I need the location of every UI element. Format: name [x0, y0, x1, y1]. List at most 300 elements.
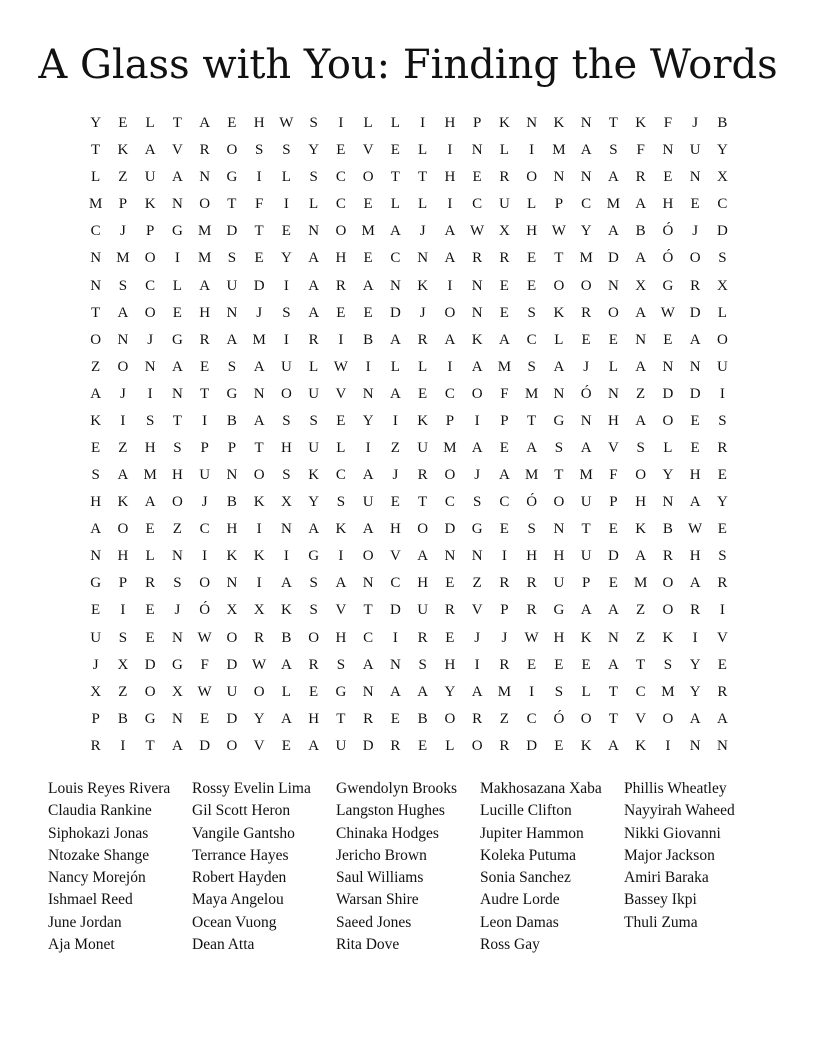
grid-letter[interactable]: T [200, 385, 210, 402]
grid-letter[interactable]: A [607, 223, 619, 240]
grid-letter[interactable]: R [390, 737, 401, 754]
grid-letter[interactable]: N [444, 548, 456, 565]
grid-letter[interactable]: X [716, 169, 728, 186]
grid-letter[interactable]: H [635, 494, 647, 511]
grid-letter[interactable]: A [553, 358, 565, 375]
grid-letter[interactable]: G [144, 710, 156, 727]
grid-letter[interactable]: H [526, 548, 538, 565]
grid-letter[interactable]: Y [253, 710, 265, 727]
grid-letter[interactable]: O [335, 223, 347, 240]
grid-letter[interactable]: N [171, 548, 183, 565]
grid-letter[interactable]: N [526, 115, 538, 132]
grid-letter[interactable]: A [308, 250, 320, 267]
grid-letter[interactable]: S [554, 439, 564, 456]
grid-letter[interactable]: R [662, 548, 673, 565]
grid-letter[interactable]: N [171, 196, 183, 213]
grid-letter[interactable]: D [607, 548, 619, 565]
grid-letter[interactable]: H [90, 494, 102, 511]
grid-letter[interactable]: H [389, 521, 401, 538]
grid-letter[interactable]: P [581, 575, 591, 592]
grid-letter[interactable]: L [309, 358, 319, 375]
grid-letter[interactable]: A [471, 439, 483, 456]
grid-letter[interactable]: I [529, 683, 535, 700]
grid-letter[interactable]: M [524, 385, 539, 402]
grid-letter[interactable]: K [553, 304, 565, 321]
grid-letter[interactable]: J [692, 115, 699, 132]
grid-letter[interactable]: A [580, 439, 592, 456]
grid-letter[interactable]: E [281, 223, 291, 240]
grid-letter[interactable]: H [444, 169, 456, 186]
grid-letter[interactable]: C [635, 683, 646, 700]
grid-letter[interactable]: Z [472, 575, 482, 592]
grid-letter[interactable]: Z [118, 439, 128, 456]
grid-letter[interactable]: E [145, 629, 155, 646]
grid-letter[interactable]: I [474, 656, 480, 673]
grid-letter[interactable]: R [444, 602, 455, 619]
grid-letter[interactable]: A [280, 710, 292, 727]
grid-letter[interactable]: X [117, 656, 129, 673]
grid-letter[interactable]: S [282, 467, 291, 484]
grid-letter[interactable]: D [444, 521, 456, 538]
grid-letter[interactable]: A [117, 304, 129, 321]
grid-letter[interactable]: N [117, 331, 129, 348]
grid-letter[interactable]: S [663, 656, 673, 673]
grid-letter[interactable]: S [227, 250, 237, 267]
grid-letter[interactable]: B [635, 223, 646, 240]
grid-letter[interactable]: P [118, 196, 128, 213]
grid-letter[interactable]: O [444, 467, 456, 484]
grid-letter[interactable]: E [527, 250, 537, 267]
grid-letter[interactable]: E [499, 304, 509, 321]
grid-letter[interactable]: U [308, 439, 320, 456]
grid-letter[interactable]: O [417, 521, 429, 538]
grid-letter[interactable]: R [690, 602, 701, 619]
grid-letter[interactable]: R [499, 250, 510, 267]
grid-letter[interactable]: C [363, 629, 374, 646]
grid-letter[interactable]: A [635, 548, 647, 565]
grid-letter[interactable]: T [608, 683, 618, 700]
grid-letter[interactable]: A [144, 142, 156, 159]
grid-letter[interactable]: D [199, 737, 211, 754]
grid-letter[interactable]: J [501, 629, 508, 646]
grid-letter[interactable]: R [254, 629, 265, 646]
grid-letter[interactable]: J [474, 629, 481, 646]
grid-letter[interactable]: S [309, 602, 318, 619]
grid-letter[interactable]: S [609, 142, 618, 159]
grid-letter[interactable]: T [608, 115, 618, 132]
grid-letter[interactable]: G [226, 169, 238, 186]
grid-letter[interactable]: S [554, 683, 564, 700]
grid-letter[interactable]: W [197, 683, 212, 700]
grid-letter[interactable]: K [117, 142, 129, 159]
grid-letter[interactable]: O [226, 737, 238, 754]
grid-letter[interactable]: Z [390, 439, 400, 456]
grid-letter[interactable]: H [553, 548, 565, 565]
grid-letter[interactable]: E [390, 710, 400, 727]
grid-letter[interactable]: L [390, 196, 400, 213]
grid-letter[interactable]: R [690, 277, 701, 294]
grid-letter[interactable]: K [308, 467, 320, 484]
grid-letter[interactable]: N [471, 142, 483, 159]
grid-letter[interactable]: V [253, 737, 265, 754]
grid-letter[interactable]: T [418, 169, 428, 186]
grid-letter[interactable]: K [471, 331, 483, 348]
grid-letter[interactable]: K [280, 602, 292, 619]
grid-letter[interactable]: R [581, 304, 592, 321]
grid-letter[interactable]: N [171, 629, 183, 646]
grid-letter[interactable]: H [689, 467, 701, 484]
grid-letter[interactable]: Y [716, 142, 728, 159]
grid-letter[interactable]: H [444, 115, 456, 132]
grid-letter[interactable]: V [635, 710, 647, 727]
grid-letter[interactable]: Ó [199, 602, 211, 619]
grid-letter[interactable]: I [474, 412, 480, 429]
grid-letter[interactable]: N [362, 683, 374, 700]
grid-letter[interactable]: H [144, 439, 156, 456]
grid-letter[interactable]: R [526, 602, 537, 619]
grid-letter[interactable]: J [419, 304, 426, 321]
grid-letter[interactable]: E [227, 115, 237, 132]
grid-letter[interactable]: L [390, 115, 400, 132]
grid-letter[interactable]: S [527, 358, 536, 375]
grid-letter[interactable]: K [553, 115, 565, 132]
grid-letter[interactable]: W [688, 521, 703, 538]
grid-letter[interactable]: I [665, 737, 671, 754]
grid-letter[interactable]: O [662, 412, 674, 429]
grid-letter[interactable]: K [580, 629, 592, 646]
grid-letter[interactable]: N [362, 575, 374, 592]
grid-letter[interactable]: E [390, 142, 400, 159]
grid-letter[interactable]: S [173, 439, 182, 456]
grid-letter[interactable]: L [445, 737, 455, 754]
grid-letter[interactable]: S [91, 467, 100, 484]
grid-letter[interactable]: I [147, 385, 153, 402]
grid-letter[interactable]: V [362, 142, 374, 159]
grid-letter[interactable]: L [418, 142, 428, 159]
grid-letter[interactable]: S [282, 142, 291, 159]
grid-letter[interactable]: N [471, 304, 483, 321]
grid-letter[interactable]: O [144, 250, 156, 267]
grid-letter[interactable]: M [633, 575, 648, 592]
grid-letter[interactable]: O [308, 629, 320, 646]
grid-letter[interactable]: Ó [580, 385, 592, 402]
grid-letter[interactable]: O [662, 575, 674, 592]
grid-letter[interactable]: G [171, 331, 183, 348]
grid-letter[interactable]: N [689, 169, 701, 186]
grid-letter[interactable]: N [253, 385, 265, 402]
grid-letter[interactable]: E [336, 304, 346, 321]
grid-letter[interactable]: X [90, 683, 102, 700]
grid-letter[interactable]: L [363, 115, 373, 132]
grid-letter[interactable]: W [660, 304, 675, 321]
grid-letter[interactable]: Z [91, 358, 101, 375]
grid-letter[interactable]: B [226, 494, 237, 511]
grid-letter[interactable]: F [500, 385, 509, 402]
grid-letter[interactable]: K [253, 494, 265, 511]
grid-letter[interactable]: S [418, 656, 427, 673]
grid-letter[interactable]: S [718, 412, 727, 429]
grid-letter[interactable]: I [365, 439, 371, 456]
grid-letter[interactable]: H [335, 250, 347, 267]
grid-letter[interactable]: M [606, 196, 621, 213]
grid-letter[interactable]: J [201, 494, 208, 511]
grid-letter[interactable]: B [717, 115, 728, 132]
grid-letter[interactable]: T [172, 115, 182, 132]
grid-letter[interactable]: E [445, 575, 455, 592]
grid-letter[interactable]: O [553, 277, 565, 294]
grid-letter[interactable]: F [609, 467, 618, 484]
grid-letter[interactable]: I [120, 602, 126, 619]
grid-letter[interactable]: Z [118, 683, 128, 700]
grid-letter[interactable]: C [526, 331, 537, 348]
grid-letter[interactable]: V [171, 142, 183, 159]
grid-letter[interactable]: O [662, 602, 674, 619]
grid-letter[interactable]: V [335, 602, 347, 619]
grid-letter[interactable]: D [526, 737, 538, 754]
grid-letter[interactable]: T [145, 737, 155, 754]
grid-letter[interactable]: P [145, 223, 155, 240]
grid-letter[interactable]: E [608, 521, 618, 538]
grid-letter[interactable]: J [92, 656, 99, 673]
grid-letter[interactable]: E [690, 439, 700, 456]
grid-letter[interactable]: A [607, 169, 619, 186]
grid-letter[interactable]: H [308, 710, 320, 727]
grid-letter[interactable]: N [226, 304, 238, 321]
grid-letter[interactable]: D [226, 656, 238, 673]
grid-letter[interactable]: T [254, 439, 264, 456]
grid-letter[interactable]: E [91, 602, 101, 619]
grid-letter[interactable]: X [716, 277, 728, 294]
grid-letter[interactable]: E [281, 737, 291, 754]
grid-letter[interactable]: U [580, 548, 592, 565]
grid-letter[interactable]: V [607, 439, 619, 456]
grid-letter[interactable]: D [226, 710, 238, 727]
grid-letter[interactable]: A [689, 710, 701, 727]
grid-letter[interactable]: A [580, 602, 592, 619]
grid-letter[interactable]: U [199, 467, 211, 484]
grid-letter[interactable]: D [607, 250, 619, 267]
grid-letter[interactable]: N [635, 331, 647, 348]
grid-letter[interactable]: I [120, 412, 126, 429]
grid-letter[interactable]: M [579, 467, 593, 484]
grid-letter[interactable]: O [444, 710, 456, 727]
grid-letter[interactable]: A [226, 331, 238, 348]
grid-letter[interactable]: Z [118, 169, 128, 186]
grid-letter[interactable]: E [91, 439, 101, 456]
grid-letter[interactable]: E [554, 737, 564, 754]
grid-letter[interactable]: A [199, 115, 211, 132]
grid-letter[interactable]: A [117, 467, 129, 484]
grid-letter[interactable]: G [553, 602, 565, 619]
grid-letter[interactable]: O [226, 142, 238, 159]
grid-letter[interactable]: A [526, 439, 538, 456]
grid-letter[interactable]: N [90, 548, 102, 565]
grid-letter[interactable]: G [171, 223, 183, 240]
grid-letter[interactable]: Z [636, 385, 646, 402]
grid-letter[interactable]: R [717, 439, 728, 456]
grid-letter[interactable]: O [144, 683, 156, 700]
grid-letter[interactable]: L [145, 548, 155, 565]
grid-letter[interactable]: E [145, 602, 155, 619]
grid-letter[interactable]: I [501, 548, 507, 565]
grid-letter[interactable]: L [418, 358, 428, 375]
grid-letter[interactable]: N [662, 358, 674, 375]
grid-letter[interactable]: L [581, 683, 591, 700]
grid-letter[interactable]: R [417, 629, 428, 646]
grid-letter[interactable]: B [417, 710, 428, 727]
grid-letter[interactable]: I [202, 548, 208, 565]
grid-letter[interactable]: Y [308, 142, 320, 159]
grid-letter[interactable]: R [635, 169, 646, 186]
grid-letter[interactable]: R [145, 575, 156, 592]
grid-letter[interactable]: M [443, 439, 457, 456]
grid-letter[interactable]: I [256, 521, 262, 538]
grid-letter[interactable]: S [336, 656, 346, 673]
grid-letter[interactable]: T [254, 223, 264, 240]
grid-letter[interactable]: E [717, 467, 727, 484]
grid-letter[interactable]: N [417, 250, 429, 267]
grid-letter[interactable]: A [607, 602, 619, 619]
grid-letter[interactable]: K [662, 629, 674, 646]
grid-letter[interactable]: A [689, 575, 701, 592]
grid-letter[interactable]: E [145, 521, 155, 538]
grid-letter[interactable]: A [362, 277, 374, 294]
grid-letter[interactable]: S [145, 412, 155, 429]
grid-letter[interactable]: S [282, 304, 291, 321]
grid-letter[interactable]: T [390, 169, 400, 186]
grid-letter[interactable]: X [253, 602, 265, 619]
grid-letter[interactable]: J [256, 304, 263, 321]
grid-letter[interactable]: C [444, 494, 455, 511]
grid-letter[interactable]: A [635, 358, 647, 375]
grid-letter[interactable]: K [335, 521, 347, 538]
grid-letter[interactable]: K [635, 521, 647, 538]
grid-letter[interactable]: O [580, 710, 592, 727]
grid-letter[interactable]: U [716, 358, 728, 375]
grid-letter[interactable]: T [91, 304, 101, 321]
grid-letter[interactable]: L [499, 142, 509, 159]
grid-letter[interactable]: R [308, 331, 319, 348]
grid-letter[interactable]: A [389, 331, 401, 348]
grid-letter[interactable]: G [471, 521, 483, 538]
grid-letter[interactable]: K [117, 494, 129, 511]
grid-letter[interactable]: U [580, 494, 592, 511]
grid-letter[interactable]: H [444, 656, 456, 673]
grid-letter[interactable]: R [717, 575, 728, 592]
grid-letter[interactable]: N [689, 737, 701, 754]
grid-letter[interactable]: N [607, 277, 619, 294]
grid-letter[interactable]: S [472, 494, 482, 511]
grid-letter[interactable]: J [147, 331, 154, 348]
grid-letter[interactable]: K [226, 548, 238, 565]
grid-letter[interactable]: O [90, 331, 102, 348]
grid-letter[interactable]: S [636, 439, 645, 456]
grid-letter[interactable]: A [90, 521, 102, 538]
grid-letter[interactable]: F [200, 656, 209, 673]
grid-letter[interactable]: Y [444, 683, 456, 700]
grid-letter[interactable]: P [91, 710, 100, 727]
grid-letter[interactable]: U [689, 142, 701, 159]
grid-letter[interactable]: A [308, 277, 320, 294]
grid-letter[interactable]: A [635, 412, 647, 429]
grid-letter[interactable]: J [119, 223, 126, 240]
grid-letter[interactable]: E [527, 656, 537, 673]
grid-letter[interactable]: G [90, 575, 102, 592]
grid-letter[interactable]: A [171, 737, 183, 754]
grid-letter[interactable]: B [117, 710, 128, 727]
grid-letter[interactable]: P [445, 412, 455, 429]
grid-letter[interactable]: P [609, 494, 618, 511]
grid-letter[interactable]: M [552, 142, 566, 159]
grid-letter[interactable]: S [527, 304, 536, 321]
grid-letter[interactable]: N [580, 412, 592, 429]
grid-letter[interactable]: R [499, 737, 510, 754]
grid-letter[interactable]: S [718, 250, 727, 267]
grid-letter[interactable]: C [444, 385, 455, 402]
grid-letter[interactable]: S [527, 521, 536, 538]
grid-letter[interactable]: E [717, 656, 727, 673]
grid-letter[interactable]: C [499, 494, 510, 511]
grid-letter[interactable]: R [199, 142, 210, 159]
grid-letter[interactable]: M [116, 250, 130, 267]
grid-letter[interactable]: D [662, 385, 674, 402]
grid-letter[interactable]: E [608, 331, 618, 348]
grid-letter[interactable]: E [690, 412, 700, 429]
grid-letter[interactable]: O [471, 385, 483, 402]
grid-letter[interactable]: M [361, 223, 375, 240]
grid-letter[interactable]: C [335, 169, 346, 186]
grid-letter[interactable]: I [120, 737, 126, 754]
grid-letter[interactable]: K [90, 412, 102, 429]
grid-letter[interactable]: I [692, 629, 698, 646]
grid-letter[interactable]: L [172, 277, 182, 294]
grid-letter[interactable]: R [417, 331, 428, 348]
grid-letter[interactable]: Z [499, 710, 509, 727]
grid-letter[interactable]: A [689, 494, 701, 511]
grid-letter[interactable]: A [607, 737, 619, 754]
grid-letter[interactable]: A [417, 548, 429, 565]
grid-letter[interactable]: M [197, 250, 212, 267]
grid-letter[interactable]: T [91, 142, 101, 159]
grid-letter[interactable]: O [117, 521, 129, 538]
grid-letter[interactable]: F [254, 196, 264, 213]
grid-letter[interactable]: O [199, 196, 211, 213]
grid-letter[interactable]: E [527, 277, 537, 294]
grid-letter[interactable]: C [472, 196, 483, 213]
grid-letter[interactable]: V [471, 602, 483, 619]
grid-letter[interactable]: S [309, 575, 318, 592]
grid-letter[interactable]: I [338, 548, 344, 565]
grid-letter[interactable]: O [144, 304, 156, 321]
grid-letter[interactable]: A [444, 331, 456, 348]
grid-letter[interactable]: I [392, 629, 398, 646]
grid-letter[interactable]: N [199, 169, 211, 186]
grid-letter[interactable]: N [553, 521, 565, 538]
grid-letter[interactable]: L [91, 169, 101, 186]
grid-letter[interactable]: G [226, 385, 238, 402]
grid-letter[interactable]: K [417, 412, 429, 429]
grid-letter[interactable]: M [497, 358, 512, 375]
grid-letter[interactable]: W [279, 115, 294, 132]
grid-letter[interactable]: A [635, 196, 647, 213]
grid-letter[interactable]: O [171, 494, 183, 511]
grid-letter[interactable]: O [580, 277, 592, 294]
grid-letter[interactable]: P [227, 439, 237, 456]
grid-letter[interactable]: E [663, 331, 673, 348]
grid-letter[interactable]: V [335, 385, 347, 402]
grid-letter[interactable]: O [662, 710, 674, 727]
grid-letter[interactable]: N [580, 169, 592, 186]
